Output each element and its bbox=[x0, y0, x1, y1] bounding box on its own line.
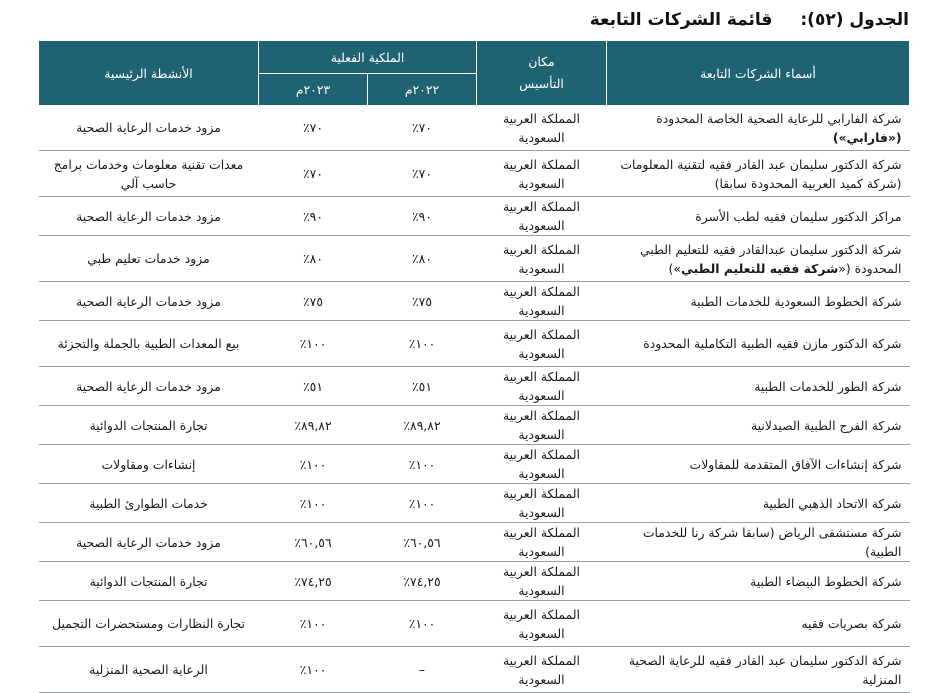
company-name-cell: شركة الخطوط السعودية للخدمات الطبية bbox=[607, 282, 910, 321]
activity-cell: الرعاية الصحية المنزلية bbox=[39, 647, 259, 693]
company-former-name: (شركة كميد العربية المحدودة سابقا) bbox=[714, 175, 902, 191]
table-row bbox=[39, 151, 910, 197]
caption-title: قائمة الشركات التابعة bbox=[589, 10, 773, 30]
company-short-name: شركة فقيه للتعليم الطبي bbox=[680, 260, 839, 276]
ownership-2022-cell: ١٠٠٪ bbox=[368, 601, 477, 647]
place-cell: المملكة العربية السعودية bbox=[477, 367, 607, 406]
table-row bbox=[39, 282, 910, 321]
table-row bbox=[39, 236, 910, 282]
place-cell: المملكة العربية السعودية bbox=[477, 105, 607, 151]
ownership-2022-cell: ٨٩,٨٢٪ bbox=[368, 406, 477, 445]
activity-cell: معدات تقنية معلومات وخدمات برامج حاسب آلي bbox=[39, 151, 259, 197]
ownership-2022-cell: ٦٠,٥٦٪ bbox=[368, 523, 477, 562]
company-name-cell bbox=[607, 105, 910, 151]
table-row bbox=[39, 367, 910, 406]
header-company-name: أسماء الشركات التابعة bbox=[607, 41, 910, 105]
company-name-cont: المحدودة (« bbox=[838, 260, 902, 276]
ownership-2022-cell: ٧٠٪ bbox=[368, 105, 477, 151]
place-cell: المملكة العربية السعودية bbox=[477, 197, 607, 236]
table-row bbox=[39, 105, 910, 151]
company-short-name: («فارابي») bbox=[832, 129, 902, 145]
header-activities: الأنشطة الرئيسية bbox=[39, 41, 259, 105]
company-name-cell: شركة الطور للخدمات الطبية bbox=[607, 367, 910, 406]
ownership-2023-cell: ٩٠٪ bbox=[259, 197, 368, 236]
ownership-2022-cell: ٧٤,٢٥٪ bbox=[368, 562, 477, 601]
table-row bbox=[39, 321, 910, 367]
ownership-2022-cell: ٩٠٪ bbox=[368, 197, 477, 236]
place-cell: المملكة العربية السعودية bbox=[477, 523, 607, 562]
place-cell: المملكة العربية السعودية bbox=[477, 445, 607, 484]
place-cell: المملكة العربية السعودية bbox=[477, 236, 607, 282]
ownership-2023-cell: ٨٠٪ bbox=[259, 236, 368, 282]
ownership-2023-cell: ٧٥٪ bbox=[259, 282, 368, 321]
caption-label: الجدول (٥٢): bbox=[800, 10, 909, 30]
ownership-2023-cell: ١٠٠٪ bbox=[259, 445, 368, 484]
place-cell: المملكة العربية السعودية bbox=[477, 562, 607, 601]
header-ownership: الملكية الفعلية bbox=[259, 41, 477, 74]
company-name-cell: شركة الاتحاد الذهبي الطبية bbox=[607, 484, 910, 523]
ownership-2022-cell: ٧٠٪ bbox=[368, 151, 477, 197]
company-name-cell: شركة بصريات فقيه bbox=[607, 601, 910, 647]
ownership-2023-cell: ٥١٪ bbox=[259, 367, 368, 406]
table-row bbox=[39, 197, 910, 236]
ownership-2023-cell: ١٠٠٪ bbox=[259, 484, 368, 523]
activity-cell: بيع المعدات الطبية بالجملة والتجزئة bbox=[39, 321, 259, 367]
place-cell: المملكة العربية السعودية bbox=[477, 484, 607, 523]
company-name-cell: شركة الدكتور مازن فقيه الطبية التكاملية المحدودة bbox=[607, 321, 910, 367]
company-name-cell: شركة مستشفى الرياض (سابقا شركة رنا للخدمات الطبية) bbox=[607, 523, 910, 562]
header-place-label: مكان التأسيس bbox=[519, 54, 564, 91]
place-cell: المملكة العربية السعودية bbox=[477, 601, 607, 647]
ownership-2023-cell: ٨٩,٨٢٪ bbox=[259, 406, 368, 445]
company-name-cell: شركة إنشاءات الآفاق المتقدمة للمقاولات bbox=[607, 445, 910, 484]
place-cell: المملكة العربية السعودية bbox=[477, 647, 607, 693]
table-row bbox=[39, 445, 910, 484]
ownership-2023-cell: ٧٠٪ bbox=[259, 151, 368, 197]
ownership-2023-cell: ٧٠٪ bbox=[259, 105, 368, 151]
place-cell: المملكة العربية السعودية bbox=[477, 282, 607, 321]
company-name: شركة الدكتور سليمان عبد القادر فقيه لتقنية المعلومات bbox=[620, 156, 902, 172]
table-header bbox=[39, 41, 910, 105]
table-row bbox=[39, 406, 910, 445]
header-place bbox=[477, 41, 607, 105]
company-name-cell: شركة الخطوط البيضاء الطبية bbox=[607, 562, 910, 601]
activity-cell: مزود خدمات الرعاية الصحية bbox=[39, 105, 259, 151]
header-year-2022: ٢٠٢٢م bbox=[368, 74, 477, 106]
ownership-2022-cell: ٧٥٪ bbox=[368, 282, 477, 321]
table-row bbox=[39, 601, 910, 647]
activity-cell: خدمات الطوارئ الطبية bbox=[39, 484, 259, 523]
activity-cell: مزود خدمات تعليم طبي bbox=[39, 236, 259, 282]
ownership-2022-cell: ١٠٠٪ bbox=[368, 321, 477, 367]
company-name: شركة الدكتور سليمان عبدالقادر فقيه للتعليم الطبي bbox=[640, 241, 902, 257]
company-name-end: ») bbox=[668, 260, 681, 276]
activity-cell: تجارة النظارات ومستحضرات التجميل bbox=[39, 601, 259, 647]
ownership-2022-cell: ١٠٠٪ bbox=[368, 484, 477, 523]
table-row bbox=[39, 647, 910, 693]
activity-cell: تجارة المنتجات الدوائية bbox=[39, 406, 259, 445]
ownership-2023-cell: ١٠٠٪ bbox=[259, 321, 368, 367]
activity-cell: إنشاءات ومقاولات bbox=[39, 445, 259, 484]
place-cell: المملكة العربية السعودية bbox=[477, 151, 607, 197]
activity-cell: تجارة المنتجات الدوائية bbox=[39, 562, 259, 601]
place-cell: المملكة العربية السعودية bbox=[477, 406, 607, 445]
company-name-cell bbox=[607, 236, 910, 282]
table-row bbox=[39, 484, 910, 523]
activity-cell: مزود خدمات الرعاية الصحية bbox=[39, 197, 259, 236]
company-name-cell bbox=[607, 151, 910, 197]
ownership-2022-cell: ٥١٪ bbox=[368, 367, 477, 406]
company-name-cell: مراكز الدكتور سليمان فقيه لطب الأسرة bbox=[607, 197, 910, 236]
ownership-2022-cell: – bbox=[368, 647, 477, 693]
company-name-cell: شركة الدكتور سليمان عبد القادر فقيه للرعاية الصحية المنزلية bbox=[607, 647, 910, 693]
activity-cell: مزود خدمات الرعاية الصحية bbox=[39, 282, 259, 321]
place-cell: المملكة العربية السعودية bbox=[477, 321, 607, 367]
ownership-2023-cell: ١٠٠٪ bbox=[259, 601, 368, 647]
company-name-cell: شركة الفرج الطبية الصيدلانية bbox=[607, 406, 910, 445]
ownership-2022-cell: ١٠٠٪ bbox=[368, 445, 477, 484]
ownership-2023-cell: ١٠٠٪ bbox=[259, 647, 368, 693]
ownership-2023-cell: ٦٠,٥٦٪ bbox=[259, 523, 368, 562]
activity-cell: مزود خدمات الرعاية الصحية bbox=[39, 523, 259, 562]
table-caption bbox=[590, 10, 909, 30]
table-row bbox=[39, 562, 910, 601]
table-body bbox=[39, 105, 910, 693]
header-year-2023: ٢٠٢٣م bbox=[259, 74, 368, 106]
activity-cell: مزود خدمات الرعاية الصحية bbox=[39, 367, 259, 406]
subsidiaries-table bbox=[38, 41, 910, 693]
ownership-2022-cell: ٨٠٪ bbox=[368, 236, 477, 282]
company-name: شركة الفارابي للرعاية الصحية الخاصة المحدودة bbox=[656, 110, 902, 126]
table-row bbox=[39, 523, 910, 562]
ownership-2023-cell: ٧٤,٢٥٪ bbox=[259, 562, 368, 601]
